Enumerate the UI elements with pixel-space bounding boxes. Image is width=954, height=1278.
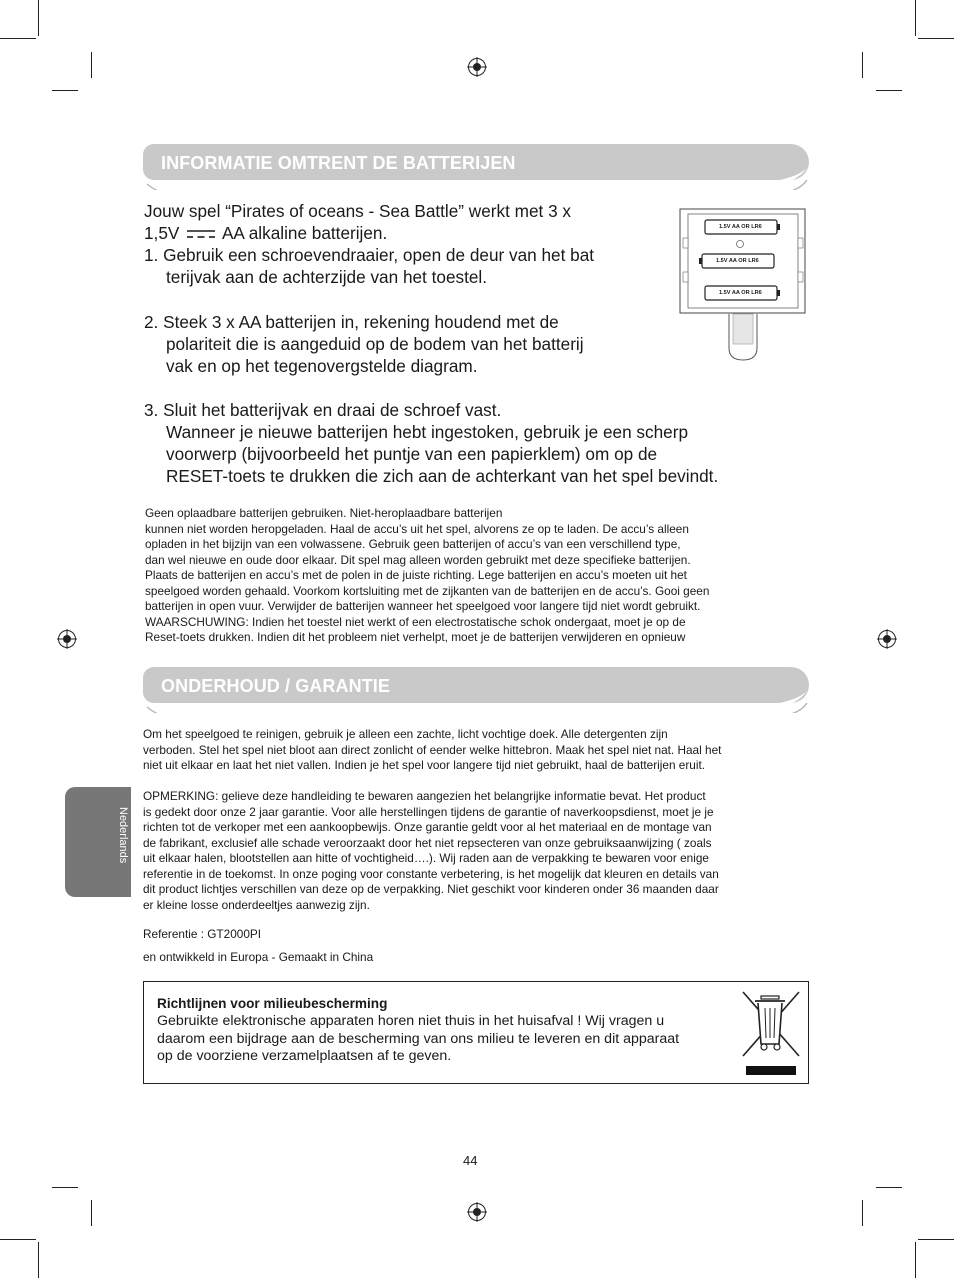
note-line: dit product lichtjes verschillen van deze op de verpakking. Niet geschikt voor kinderen onder 36 maanden daar — [143, 882, 719, 896]
registration-mark-icon — [877, 629, 897, 649]
step-2: 2. Steek 3 x AA batterijen in, rekening houdend met de — [144, 312, 559, 332]
environment-text — [157, 1013, 679, 1066]
registration-mark-icon — [57, 629, 77, 649]
warning-line: batterijen in open vuur. Verwijder de batterijen wanneer het speelgoed voor langere tijd niet wordt gebruikt. — [145, 599, 701, 613]
crop-mark — [91, 1200, 92, 1226]
crossed-out-bin-icon — [741, 990, 801, 1078]
note-line: richten tot de verkoper met een aankoopbewijs. Onze garantie geldt voor al het materiaal en de montage van — [143, 820, 712, 834]
warning-line: Geen oplaadbare batterijen gebruiken. Niet-heroplaadbare batterijen — [145, 506, 503, 520]
crop-mark — [876, 90, 902, 91]
registration-mark-icon — [467, 1202, 487, 1222]
step-3-cont: voorwerp (bijvoorbeeld het puntje van een papierklem) om op de — [166, 444, 658, 464]
crop-mark — [918, 1239, 954, 1240]
warning-line: dan wel nieuwe en oude door elkaar. Dit spel mag alleen worden gebruikt met deze specifieke batterijen. — [145, 552, 691, 567]
environment-line: daarom een bijdrage aan de bescherming van ons milieu te leveren en dit apparaat — [157, 1030, 680, 1047]
warning-line: Plaats de batterijen en accu’s met de polen in de juiste richting. Lege batterijen en accu’s moeten uit het — [145, 568, 687, 582]
step-2-cont: vak en op het tegenovergstelde diagram. — [166, 356, 478, 376]
battery-label: 1.5V AA OR LR6 — [716, 258, 759, 264]
note-line: OPMERKING: gelieve deze handleiding te bewaren aangezien het belangrijke informatie bevat. Het product — [143, 789, 706, 803]
crop-mark — [38, 1242, 39, 1278]
note-line: de fabrikant, exclusief alle schade veroorzaakt door het niet repsecteren van onze gebruiksaanwijzing ( zoals — [143, 835, 712, 850]
warranty-note — [143, 789, 818, 913]
environment-line: op de voorziene verzamelplaatsen af te geven. — [157, 1048, 452, 1065]
warning-line: opladen in het bijzijn van een volwassene. Gebruik geen batterijen of accu’s van een verschillend type, — [145, 537, 681, 551]
note-line: uit elkaar halen, blootstellen aan hitte of vochtigheid….). Wij raden aan de verpakking te bewaren voor enige — [143, 851, 709, 865]
note-line: er kleine losse onderdeeltjes aanwezig zijn. — [143, 897, 370, 912]
battery-compartment-diagram — [679, 208, 807, 362]
intro-text: Jouw spel “Pirates of oceans - Sea Battle” werkt met 3 x — [144, 201, 572, 221]
note-line: referentie in de toekomst. In onze poging voor constante verbetering, is het mogelijk dat kleuren en details van — [143, 866, 719, 881]
warning-line: WAARSCHUWING: Indien het toestel niet werkt of een electrostatische schok ondergaat, moet je op de — [145, 614, 686, 629]
crop-mark — [0, 1239, 36, 1240]
section-banner-maintenance — [143, 667, 809, 705]
care-line: verboden. Stel het spel niet bloot aan direct zonlicht of eender welke hittebron. Maak het spel niet nat. Haal het — [143, 742, 722, 757]
crop-mark — [918, 38, 954, 39]
crop-mark — [862, 1200, 863, 1226]
battery-label: 1.5V AA OR LR6 — [719, 224, 762, 230]
step-2-cont: polariteit die is aangeduid op de bodem van het batterij — [166, 334, 584, 354]
section-title: ONDERHOUD / GARANTIE — [161, 676, 391, 696]
battery-label: 1.5V AA OR LR6 — [719, 290, 762, 296]
crop-mark — [91, 52, 92, 78]
step-3: 3. Sluit het batterijvak en draai de schroef vast. — [144, 400, 502, 420]
care-line: niet uit elkaar en laat het niet vallen. Indien je het spel voor langere tijd niet gebruikt, haal de batterijen eruit. — [143, 758, 706, 772]
registration-mark-icon — [467, 57, 487, 77]
voltage-value: 1,5V — [144, 223, 180, 243]
intro-text-voltage — [144, 222, 387, 244]
crop-mark — [915, 0, 916, 36]
step-3-cont: RESET-toets te drukken die zich aan de achterkant van het spel bevindt. — [166, 466, 719, 486]
battery-type: AA alkaline batterijen. — [221, 223, 388, 243]
warning-line: kunnen niet worden heropgeladen. Haal de accu’s uit het spel, alvorens ze op te laden. De accu’s alleen — [145, 521, 689, 536]
warning-line: speelgoed worden gehaald. Voorkom kortsluiting met de zijkanten van de batterijen en de accu’s. Gooi geen — [145, 583, 710, 598]
step-1: 1. Gebruik een schroevendraaier, open de deur van het bat — [144, 245, 595, 265]
crop-mark — [876, 1187, 902, 1188]
environment-box — [143, 981, 809, 1084]
environment-title: Richtlijnen voor milieubescherming — [157, 996, 388, 1011]
crop-mark — [0, 38, 36, 39]
crop-mark — [52, 90, 78, 91]
care-line: Om het speelgoed te reinigen, gebruik je alleen een zachte, licht vochtige doek. Alle detergenten zijn — [143, 727, 668, 741]
note-line: is gedekt door onze 2 jaar garantie. Voor alle herstellingen tijdens de garantie of naverkoopsdienst, moet je je — [143, 804, 714, 819]
product-origin: en ontwikkeld in Europa - Gemaakt in China — [143, 950, 374, 964]
step-3-cont: Wanneer je nieuwe batterijen hebt ingestoken, gebruik je een scherp — [166, 422, 689, 442]
battery-warning — [145, 506, 815, 646]
crop-mark — [862, 52, 863, 78]
page-number: 44 — [463, 1153, 478, 1168]
crop-mark — [38, 0, 39, 36]
direct-current-icon — [186, 227, 216, 241]
warning-line: Reset-toets drukken. Indien dit het probleem niet verhelpt, moet je de batterijen verwijderen en opnieuw — [145, 630, 686, 644]
crop-mark — [52, 1187, 78, 1188]
section-banner-batteries — [143, 144, 809, 182]
environment-line: Gebruikte elektronische apparaten horen niet thuis in het huisafval ! Wij vragen u — [157, 1013, 665, 1029]
language-tab — [65, 787, 131, 897]
care-instructions — [143, 727, 818, 774]
language-label: Nederlands — [117, 807, 129, 864]
section-title: INFORMATIE OMTRENT DE BATTERIJEN — [161, 153, 516, 173]
crop-mark — [915, 1242, 916, 1278]
step-1-cont: terijvak aan de achterzijde van het toestel. — [166, 267, 488, 287]
product-reference: Referentie : GT2000PI — [143, 927, 262, 941]
